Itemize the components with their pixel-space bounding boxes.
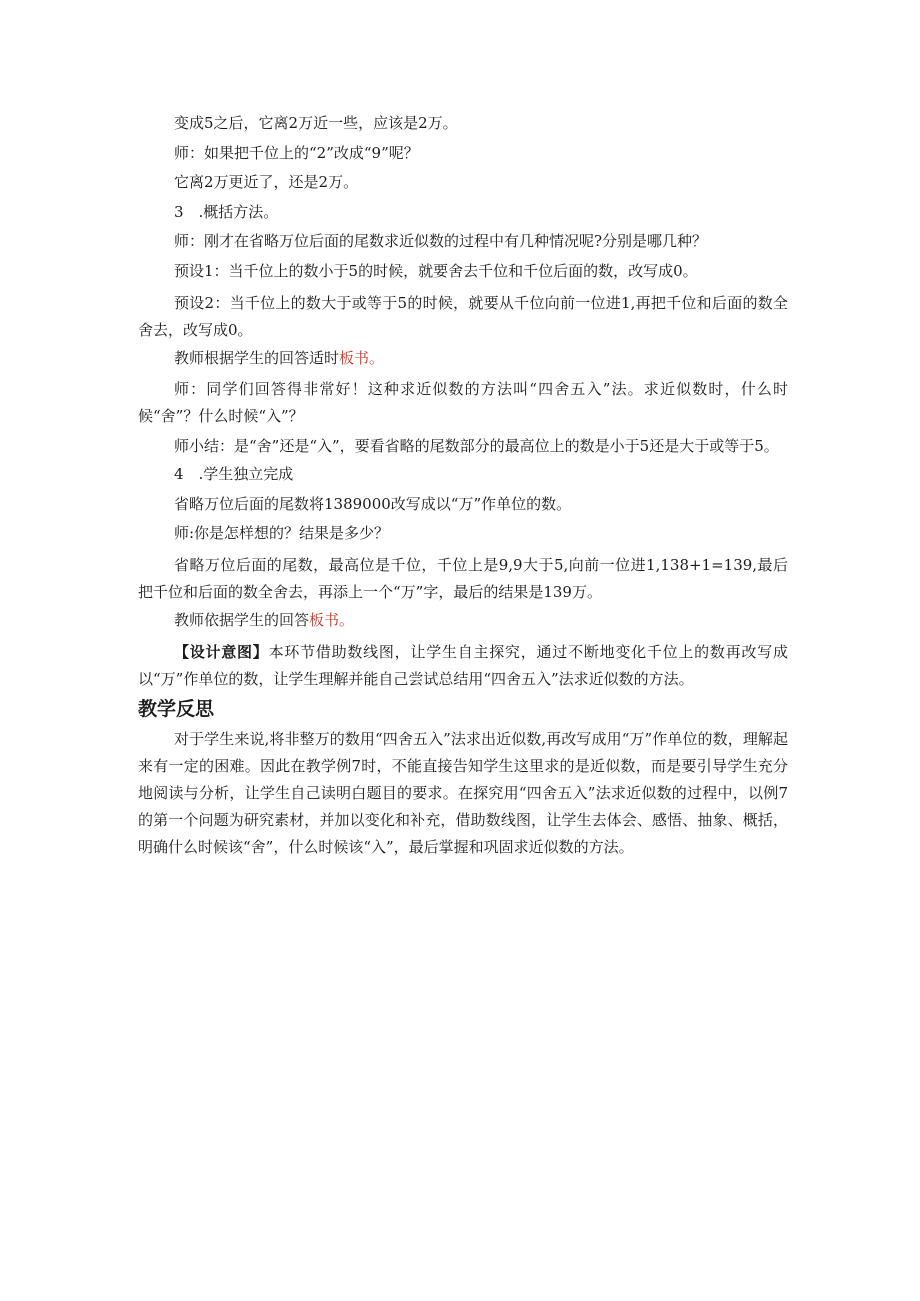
reflection-text: 对于学生来说,将非整万的数用“四舍五入”法求出近似数,再改写成用“万”作单位的数，理解起来有一定的困难。因此在教学例7时，不能直接告知学生这里求的是近似数，而是要引导学生充分地阅读与分析，让学生自己读明白题目的要求。在探究用“四舍五入”法求近似数的过程中，以例7的第一个问题为研究素材，并加以变化和补充，借助数线图，让学生去体会、感悟、抽象、概括，明确什么时候该“舍”，什么时候该“入”，最后掌握和巩固求近似数的方法。 [138,729,788,856]
design-intent-text: 本环节借助数线图，让学生自主探究，通过不断地变化千位上的数再改写成以“万”作单位的数，让学生理解并能自己尝试总结用“四舍五入”法求近似数的方法。 [138,642,788,688]
paragraph: 师：刚才在省略万位后面的尾数求近似数的过程中有几种情况呢?分别是哪几种？ [174,232,708,251]
paragraph: 师小结：是“舍”还是“入”，要看省略的尾数部分的最高位上的数是小于5还是大于或等于5。 [174,437,779,456]
section-step-3: 3 .概括方法。 [174,202,279,221]
paragraph: 省略万位后面的尾数，最高位是千位，千位上是9,9大于5,向前一位进1,138+1=139,最后把千位和后面的数全舍去，再添上一个“万”字，最后的结果是139万。 [138,555,788,601]
paragraph: 师：如果把千位上的“2”改成“9”呢？ [174,143,419,162]
document-body [138,112,788,864]
paragraph: 预设2：当千位上的数大于或等于5的时候，就要从千位向前一位进1,再把千位和后面的数全舍去，改写成0。 [138,293,788,339]
paragraph [138,347,788,369]
board-note: 板书。 [339,348,385,367]
section-step-4: 4 .学生独立完成 [174,465,294,484]
paragraph-text: 教师根据学生的回答适时 [174,348,340,367]
paragraph: 省略万位后面的尾数将1389000改写成以“万”作单位的数。 [174,494,572,513]
paragraph: 变成5之后，它离2万近一些，应该是2万。 [174,114,458,132]
paragraph: 预设1：当千位上的数小于5的时候，就要舍去千位和千位后面的数，改写成0。 [174,261,698,280]
board-note: 板书。 [309,610,355,629]
paragraph: 它离2万更近了，还是2万。 [174,173,359,192]
section-heading: 教学反思 [138,697,215,720]
paragraph: 师:你是怎样想的？结果是多少？ [174,524,390,543]
paragraph-text: 教师依据学生的回答 [174,610,310,629]
paragraph [138,609,788,631]
design-intent-label: 【设计意图】 [174,642,269,661]
paragraph: 师：同学们回答得非常好！这种求近似数的方法叫“四舍五入”法。求近似数时，什么时候“舍”？什么时候“入”？ [138,380,788,426]
design-intent [138,639,788,693]
